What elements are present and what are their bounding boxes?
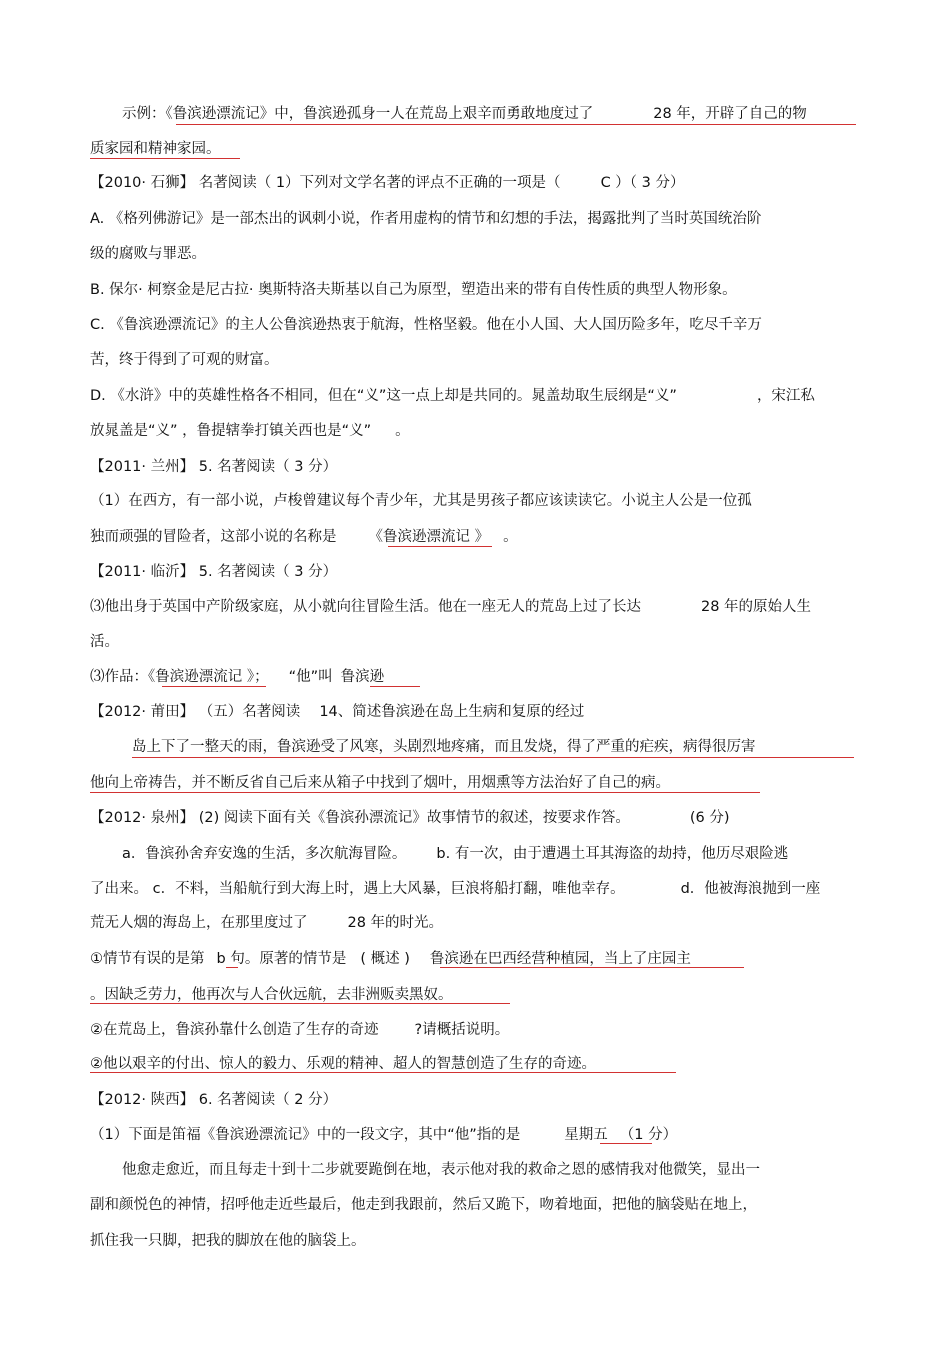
text: (6 分) xyxy=(689,810,730,826)
quanzhou-line-2 xyxy=(90,879,820,899)
linyi-answer xyxy=(90,667,384,687)
answer-underline xyxy=(440,967,744,968)
option-a-line-1: A. 《格列佛游记》是一部杰出的讽刺小说，作者用虚构的情节和幻想的手法，揭露批判了当时英国统治阶 xyxy=(90,211,762,227)
text: 独而顽强的冒险者，这部小说的名称是 xyxy=(90,529,337,545)
text: 了出来。 c．不料，当船航行到大海上时，遇上大风暴，巨浪将船打翻，唯他幸存。 xyxy=(90,881,625,897)
text: b 句。原著的情节是 xyxy=(216,951,347,967)
question-2012-shaanxi: 【2012· 陕西】 6. 名著阅读（ 2 分） xyxy=(90,1092,338,1108)
shaanxi-question-1 xyxy=(90,1125,677,1145)
text: （1）下面是笛福《鲁滨逊漂流记》中的一段文字，其中“他”指的是 xyxy=(90,1127,521,1143)
option-d-line-1 xyxy=(90,386,815,406)
question-2010-shishi xyxy=(90,173,685,193)
text: 星期五 xyxy=(564,1127,608,1143)
text: ?请概括说明。 xyxy=(414,1022,510,1038)
option-c-line-1: C. 《鲁滨逊漂流记》的主人公鲁滨逊热衷于航海，性格坚毅。他在小人国、大人国历险多年，吃尽千辛万 xyxy=(90,317,762,333)
answer-underline xyxy=(162,686,266,687)
option-b: B. 保尔· 柯察金是尼古拉· 奥斯特洛夫斯基以自己为原型，塑造出来的带有自传性质的典型人物形象。 xyxy=(90,282,737,298)
text: ⑶他出身于英国中产阶级家庭，从小就向往冒险生活。他在一座无人的荒岛上过了长达 xyxy=(90,599,641,615)
text: C ）（ 3 分） xyxy=(600,175,685,191)
text: “他”叫 xyxy=(288,669,333,685)
answer-underline xyxy=(90,1072,676,1073)
answer-underline xyxy=(370,686,420,687)
excerpt-line-3: 抓住我一只脚，把我的脚放在他的脑袋上。 xyxy=(90,1233,366,1249)
text: 荒无人烟的海岛上，在那里度过了 xyxy=(90,915,308,931)
text: ②在荒岛上，鲁滨孙靠什么创造了生存的奇迹 xyxy=(90,1022,379,1038)
example-line-1 xyxy=(122,104,807,124)
text: ，宋江私 xyxy=(756,388,815,404)
option-d-line-2 xyxy=(90,421,410,441)
answer-underline xyxy=(176,124,856,125)
text: 【2012· 泉州】 (2) 阅读下面有关《鲁滨孙漂流记》故事情节的叙述，按要求作答。 xyxy=(90,810,630,826)
quanzhou-answer-2: 。因缺乏劳力，他再次与人合伙远航，去非洲贩卖黑奴。 xyxy=(90,987,453,1003)
excerpt-line-1: 他愈走愈近，而且每走十到十二步就要跪倒在地，表示他对我的救命之恩的感情我对他微笑，显出一 xyxy=(122,1162,760,1178)
example-line-2: 质家园和精神家园。 xyxy=(90,141,221,157)
answer-underline xyxy=(132,757,854,758)
quanzhou-line-1 xyxy=(122,844,788,864)
text: 【2010· 石狮】 名著阅读（ 1）下列对文学名著的评点不正确的一项是（ xyxy=(90,175,561,191)
putian-answer-line-1: 岛上下了一整天的雨，鲁滨逊受了风寒，头剧烈地疼痛，而且发烧，得了严重的疟疾，病得很厉害 xyxy=(132,739,756,755)
text: ( 概述 ) xyxy=(360,951,410,967)
text: ⑶作品：《鲁滨逊漂流记 》； xyxy=(90,669,269,685)
option-c-line-2: 苦，终于得到了可观的财富。 xyxy=(90,352,279,368)
answer-underline xyxy=(388,546,492,547)
question-2011-linyi: 【2011· 临沂】 5. 名著阅读（ 3 分） xyxy=(90,564,338,580)
question-2012-putian: 【2012· 莆田】 （五）名著阅读 14、简述鲁滨逊在岛上生病和复原的经过 xyxy=(90,704,585,720)
quanzhou-question-2 xyxy=(90,1020,509,1040)
putian-answer-line-2: 他向上帝祷告，并不断反省自己后来从箱子中找到了烟叶，用烟熏等方法治好了自己的病。 xyxy=(90,775,670,791)
text: 放晁盖是“义” ，鲁提辖拳打镇关西也是“义” xyxy=(90,423,372,439)
excerpt-line-2: 副和颜悦色的神情，招呼他走近些最后，他走到我跟前，然后又跪下，吻着地面，把他的脑袋贴在地上， xyxy=(90,1197,757,1213)
text: （1 分） xyxy=(619,1127,678,1143)
text: 28 年的时光。 xyxy=(347,915,444,931)
lanzhou-line-1: （1）在西方，有一部小说，卢梭曾建议每个青少年，尤其是男孩子都应该读读它。小说主人公是一位孤 xyxy=(90,493,752,509)
text: 鲁滨逊在巴西经营种植园，当上了庄园主 xyxy=(429,951,691,967)
quanzhou-answer-3: ②他以艰辛的付出、惊人的毅力、乐观的精神、超人的智慧创造了生存的奇迹。 xyxy=(90,1056,596,1072)
text: a．鲁滨孙舍弃安逸的生活，多次航海冒险。 xyxy=(122,846,407,862)
linyi-line-2: 活。 xyxy=(90,634,119,650)
text: ①情节有误的是第 xyxy=(90,951,205,967)
answer-underline xyxy=(226,967,238,968)
text: 《鲁滨逊漂流记 》 xyxy=(368,529,490,545)
question-2012-quanzhou xyxy=(90,808,730,828)
quanzhou-answer-1 xyxy=(90,949,691,969)
linyi-line-1 xyxy=(90,597,811,617)
text: 鲁滨逊 xyxy=(340,669,385,685)
text: 示例：《鲁滨逊漂流记》中，鲁滨逊孤身一人在荒岛上艰辛而勇敢地度过了 xyxy=(122,106,594,122)
text: 。 xyxy=(503,529,518,545)
lanzhou-line-2 xyxy=(90,527,518,547)
question-2011-lanzhou: 【2011· 兰州】 5. 名著阅读（ 3 分） xyxy=(90,459,338,475)
text: D. 《水浒》中的英雄性格各不相同，但在“义”这一点上却是共同的。晁盖劫取生辰纲是“义” xyxy=(90,388,677,404)
text: 28 年的原始人生 xyxy=(701,599,812,615)
text: d．他被海浪抛到一座 xyxy=(680,881,821,897)
text: 。 xyxy=(395,423,410,439)
quanzhou-line-3 xyxy=(90,913,443,933)
answer-underline xyxy=(90,792,760,793)
text: 28 年，开辟了自己的物 xyxy=(653,106,807,122)
answer-underline xyxy=(600,1143,652,1144)
option-a-line-2: 级的腐败与罪恶。 xyxy=(90,246,206,262)
answer-underline xyxy=(90,158,240,159)
answer-underline xyxy=(90,1003,510,1004)
text: b. 有一次，由于遭遇土耳其海盗的劫持，他历尽艰险逃 xyxy=(436,846,789,862)
